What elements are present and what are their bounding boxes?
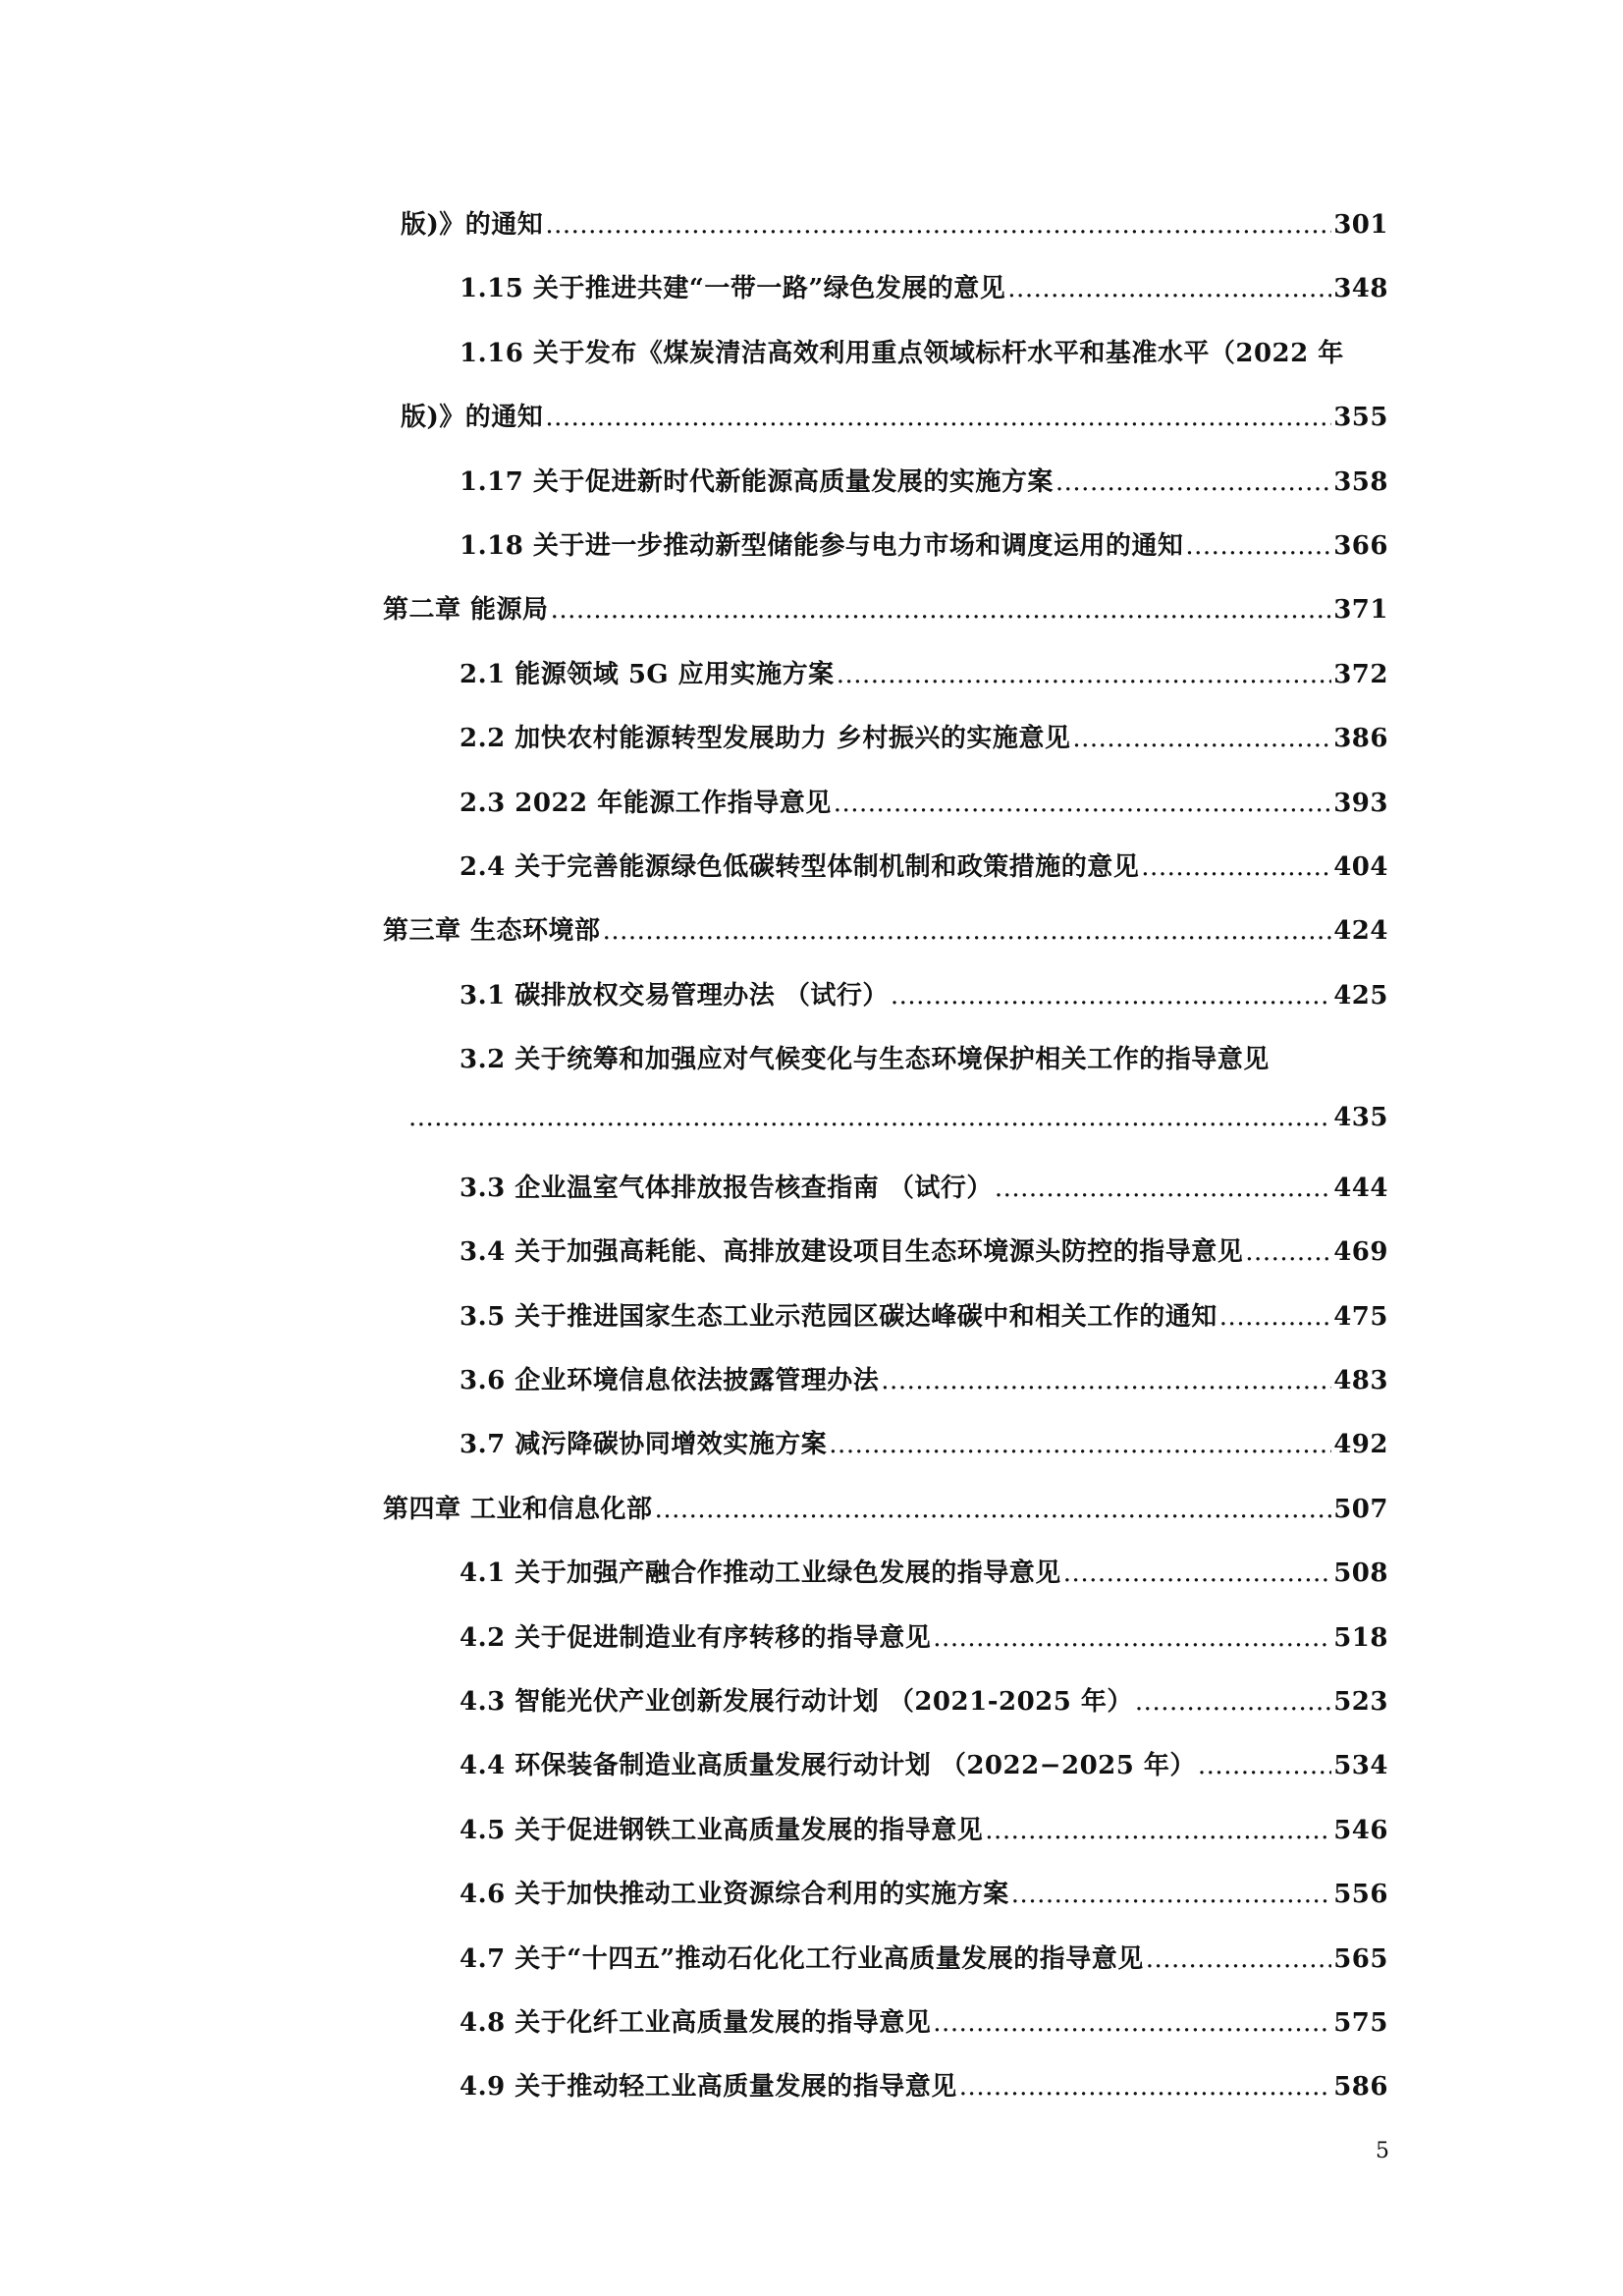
toc-entry-page: 371 <box>1333 595 1388 626</box>
toc-entry-title: 3.7 减污降碳协同增效实施方案 <box>460 1430 828 1460</box>
toc-entry[interactable] <box>383 1810 1388 1874</box>
dot-leader <box>1055 467 1331 497</box>
toc-entry-title: 3.6 企业环境信息依法披露管理办法 <box>460 1366 880 1396</box>
toc-entry-title: 4.6 关于加快推动工业资源综合利用的实施方案 <box>460 1880 1009 1910</box>
dot-leader <box>603 916 1332 946</box>
toc-entry-title: 2.2 加快农村能源转型发展助力 乡村振兴的实施意见 <box>460 724 1071 754</box>
toc-entry-title: 2.3 2022 年能源工作指导意见 <box>460 788 832 818</box>
toc-entry-title: 第四章 工业和信息化部 <box>383 1494 653 1524</box>
toc-entry-title: 3.2 关于统筹和加强应对气候变化与生态环境保护相关工作的指导意见 <box>460 1045 1270 1075</box>
toc-entry[interactable] <box>383 1617 1388 1681</box>
toc-entry-title: 1.15 关于推进共建“一带一路”绿色发展的意见 <box>460 274 1006 304</box>
toc-entry[interactable] <box>383 1039 1388 1103</box>
toc-entry-page: 508 <box>1333 1558 1388 1589</box>
toc-entry-title: 1.17 关于促进新时代新能源高质量发展的实施方案 <box>460 466 1054 497</box>
toc-entry[interactable] <box>383 1553 1388 1616</box>
dot-leader <box>1146 1944 1332 1974</box>
toc-entry[interactable] <box>383 975 1388 1039</box>
dot-leader <box>545 210 1331 240</box>
dot-leader <box>837 660 1332 689</box>
toc-entry-page: 556 <box>1333 1880 1388 1910</box>
toc-entry-page: 424 <box>1333 916 1388 947</box>
dot-leader <box>933 1623 1331 1653</box>
toc-entry-page: 575 <box>1333 2007 1388 2038</box>
toc-entry[interactable] <box>383 1103 1388 1167</box>
toc-entry-page: 523 <box>1333 1686 1388 1717</box>
toc-entry-page: 358 <box>1333 466 1388 497</box>
dot-leader <box>408 1103 1331 1132</box>
toc-entry-page: 372 <box>1333 659 1388 689</box>
dot-leader <box>551 595 1332 625</box>
toc-entry[interactable] <box>383 847 1388 910</box>
dot-leader <box>1063 1558 1331 1588</box>
toc-entry-page: 518 <box>1333 1622 1388 1653</box>
toc-entry-title: 第三章 生态环境部 <box>383 916 601 947</box>
toc-entry-title: 4.1 关于加强产融合作推动工业绿色发展的指导意见 <box>460 1558 1061 1589</box>
toc-entry[interactable] <box>383 1874 1388 1938</box>
toc-chapter-entry[interactable] <box>383 910 1388 974</box>
toc-entry[interactable] <box>383 1424 1388 1488</box>
dot-leader <box>829 1430 1331 1459</box>
toc-entry-title: 4.8 关于化纤工业高质量发展的指导意见 <box>460 2007 932 2038</box>
toc-entry-title: 3.3 企业温室气体排放报告核查指南 （试行） <box>460 1173 993 1203</box>
toc-entry-page: 586 <box>1333 2072 1388 2103</box>
toc-chapter-entry[interactable] <box>383 589 1388 653</box>
toc-entry-title: 4.7 关于“十四五”推动石化化工行业高质量发展的指导意见 <box>460 1943 1144 1974</box>
dot-leader <box>995 1174 1331 1203</box>
toc-entry[interactable] <box>383 654 1388 718</box>
toc-entry-page: 492 <box>1333 1430 1388 1460</box>
toc-entry[interactable] <box>383 1360 1388 1424</box>
toc-entry-page: 355 <box>1333 403 1388 433</box>
toc-entry-page: 469 <box>1333 1237 1388 1268</box>
toc-entry-page: 435 <box>1333 1103 1388 1133</box>
toc-entry-page: 366 <box>1333 530 1388 561</box>
table-of-contents <box>383 204 1388 2131</box>
toc-entry-page: 534 <box>1333 1751 1388 1781</box>
toc-entry-page: 475 <box>1333 1301 1388 1332</box>
toc-entry-page: 444 <box>1333 1173 1388 1203</box>
toc-entry[interactable] <box>383 525 1388 589</box>
toc-entry-title: 第二章 能源局 <box>383 595 549 626</box>
toc-entry-title: 1.18 关于进一步推动新型储能参与电力市场和调度运用的通知 <box>460 530 1184 561</box>
toc-entry[interactable] <box>383 397 1388 461</box>
toc-entry-page: 348 <box>1333 274 1388 304</box>
toc-entry[interactable] <box>383 2066 1388 2130</box>
dot-leader <box>1219 1302 1331 1332</box>
dot-leader <box>985 1816 1331 1845</box>
page-number: 5 <box>1376 2139 1389 2163</box>
dot-leader <box>1141 852 1331 882</box>
dot-leader <box>891 981 1331 1011</box>
toc-entry-title: 4.3 智能光伏产业创新发展行动计划 （2021-2025 年） <box>460 1686 1133 1717</box>
toc-entry-title: 1.16 关于发布《煤炭清洁高效利用重点领域标杆水平和基准水平（2022 年 <box>460 338 1344 368</box>
toc-entry[interactable] <box>383 462 1388 525</box>
toc-entry[interactable] <box>383 1681 1388 1745</box>
toc-entry[interactable] <box>383 1168 1388 1231</box>
toc-entry-page: 386 <box>1333 724 1388 754</box>
toc-entry[interactable] <box>383 718 1388 782</box>
toc-entry[interactable] <box>383 333 1388 397</box>
dot-leader <box>1135 1687 1331 1717</box>
toc-entry-page: 483 <box>1333 1366 1388 1396</box>
toc-entry-title: 版)》的通知 <box>401 403 544 433</box>
toc-entry-title: 3.5 关于推进国家生态工业示范园区碳达峰碳中和相关工作的通知 <box>460 1301 1217 1332</box>
toc-entry-page: 565 <box>1333 1943 1388 1974</box>
toc-entry-title: 4.4 环保装备制造业高质量发展行动计划 （2022−2025 年） <box>460 1751 1196 1781</box>
toc-entry[interactable] <box>383 1745 1388 1809</box>
toc-entry-page: 546 <box>1333 1815 1388 1845</box>
toc-entry[interactable] <box>383 1939 1388 2002</box>
dot-leader <box>655 1495 1332 1524</box>
toc-entry-title: 3.1 碳排放权交易管理办法 （试行） <box>460 980 889 1011</box>
toc-entry[interactable] <box>383 1296 1388 1360</box>
toc-entry[interactable] <box>383 204 1388 268</box>
dot-leader <box>959 2072 1331 2102</box>
dot-leader <box>1072 724 1331 753</box>
toc-entry-page: 393 <box>1333 788 1388 818</box>
toc-entry-page: 301 <box>1333 210 1388 240</box>
toc-entry-title: 4.9 关于推动轻工业高质量发展的指导意见 <box>460 2072 957 2103</box>
toc-entry-title: 2.1 能源领域 5G 应用实施方案 <box>460 659 835 689</box>
toc-entry-page: 404 <box>1333 851 1388 882</box>
dot-leader <box>1245 1237 1331 1267</box>
toc-entry-title: 版)》的通知 <box>401 210 544 240</box>
toc-chapter-entry[interactable] <box>383 1489 1388 1553</box>
toc-entry-title: 4.5 关于促进钢铁工业高质量发展的指导意见 <box>460 1815 984 1845</box>
toc-entry-page: 507 <box>1333 1494 1388 1524</box>
dot-leader <box>1011 1880 1331 1909</box>
dot-leader <box>1007 274 1331 303</box>
dot-leader <box>933 2008 1331 2038</box>
dot-leader <box>1198 1751 1331 1780</box>
toc-entry[interactable] <box>383 2002 1388 2066</box>
toc-entry-title: 4.2 关于促进制造业有序转移的指导意见 <box>460 1622 932 1653</box>
toc-entry-title: 2.4 关于完善能源绿色低碳转型体制机制和政策措施的意见 <box>460 851 1140 882</box>
toc-entry[interactable] <box>383 783 1388 847</box>
dot-leader <box>881 1366 1331 1395</box>
toc-entry-page: 425 <box>1333 980 1388 1011</box>
toc-entry[interactable] <box>383 1231 1388 1295</box>
dot-leader <box>1185 531 1331 561</box>
toc-entry-title: 3.4 关于加强高耗能、高排放建设项目生态环境源头防控的指导意见 <box>460 1237 1244 1268</box>
toc-entry[interactable] <box>383 268 1388 332</box>
dot-leader <box>545 403 1331 432</box>
dot-leader <box>834 789 1332 818</box>
